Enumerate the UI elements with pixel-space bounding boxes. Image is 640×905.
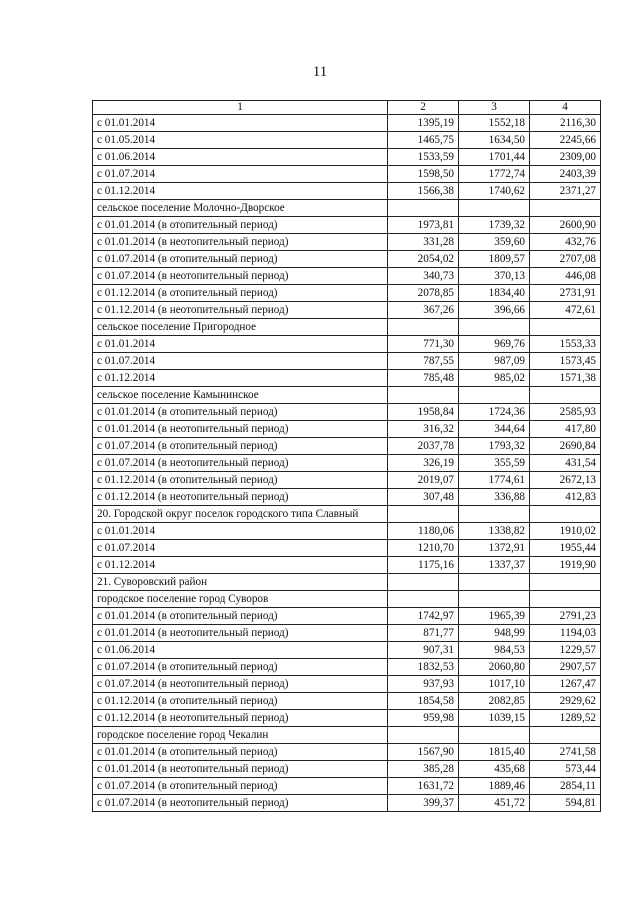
period-label: с 01.07.2014 (в неотопительный период) [93, 454, 388, 471]
tariff-value-col3 [459, 199, 530, 216]
tariff-value-col3: 2060,80 [459, 658, 530, 675]
tariff-value-col4: 2929,62 [530, 692, 601, 709]
tariff-value-col4: 472,61 [530, 301, 601, 318]
table-row [93, 658, 601, 675]
table-row [93, 437, 601, 454]
tariff-value-col4: 446,08 [530, 267, 601, 284]
tariff-value-col3 [459, 318, 530, 335]
tariff-value-col3: 1965,39 [459, 607, 530, 624]
tariff-value-col3: 1815,40 [459, 743, 530, 760]
tariff-value-col3: 336,88 [459, 488, 530, 505]
section-row [93, 590, 601, 607]
section-row [93, 505, 601, 522]
period-label: с 01.12.2014 (в отопительный период) [93, 284, 388, 301]
section-label: городское поселение город Чекалин [93, 726, 388, 743]
tariff-value-col2: 385,28 [388, 760, 459, 777]
tariff-value-col3: 948,99 [459, 624, 530, 641]
section-label: городское поселение город Суворов [93, 590, 388, 607]
tariff-value-col2: 367,26 [388, 301, 459, 318]
tariff-value-col3: 396,66 [459, 301, 530, 318]
tariff-value-col3: 1724,36 [459, 403, 530, 420]
table-row [93, 641, 601, 658]
tariff-value-col2: 1973,81 [388, 216, 459, 233]
section-row [93, 573, 601, 590]
tariff-value-col4: 2854,11 [530, 777, 601, 794]
section-row [93, 199, 601, 216]
tariff-value-col4: 417,80 [530, 420, 601, 437]
tariff-value-col3 [459, 386, 530, 403]
tariff-value-col2: 399,37 [388, 794, 459, 811]
period-label: с 01.12.2014 (в отопительный период) [93, 471, 388, 488]
tariff-value-col2: 2019,07 [388, 471, 459, 488]
table-row [93, 233, 601, 250]
period-label: с 01.01.2014 (в отопительный период) [93, 216, 388, 233]
period-label: с 01.07.2014 (в неотопительный период) [93, 675, 388, 692]
tariff-value-col4: 431,54 [530, 454, 601, 471]
section-label: сельское поселение Пригородное [93, 318, 388, 335]
tariff-value-col3: 359,60 [459, 233, 530, 250]
table-row [93, 794, 601, 811]
period-label: с 01.12.2014 (в неотопительный период) [93, 488, 388, 505]
tariff-value-col4: 412,83 [530, 488, 601, 505]
tariff-value-col2: 907,31 [388, 641, 459, 658]
tariff-value-col2: 2078,85 [388, 284, 459, 301]
tariff-value-col4 [530, 505, 601, 522]
tariff-value-col4: 2672,13 [530, 471, 601, 488]
tariff-value-col4: 1919,90 [530, 556, 601, 573]
tariff-value-col2: 1175,16 [388, 556, 459, 573]
period-label: с 01.07.2014 (в неотопительный период) [93, 267, 388, 284]
tariff-value-col2: 331,28 [388, 233, 459, 250]
tariff-value-col2: 1180,06 [388, 522, 459, 539]
tariff-value-col4 [530, 199, 601, 216]
period-label: с 01.12.2014 [93, 369, 388, 386]
table-row [93, 675, 601, 692]
section-label: сельское поселение Камынинское [93, 386, 388, 403]
tariff-value-col3: 1772,74 [459, 165, 530, 182]
period-label: с 01.12.2014 (в неотопительный период) [93, 709, 388, 726]
table-row [93, 556, 601, 573]
section-row [93, 318, 601, 335]
tariff-value-col3: 1701,44 [459, 148, 530, 165]
tariff-value-col4 [530, 726, 601, 743]
tariff-value-col3: 985,02 [459, 369, 530, 386]
tariff-value-col4 [530, 386, 601, 403]
tariff-value-col4: 2731,91 [530, 284, 601, 301]
period-label: с 01.06.2014 [93, 641, 388, 658]
tariff-value-col2: 1854,58 [388, 692, 459, 709]
tariff-value-col3: 1834,40 [459, 284, 530, 301]
period-label: с 01.12.2014 [93, 182, 388, 199]
tariff-value-col4 [530, 573, 601, 590]
tariff-value-col4: 1573,45 [530, 352, 601, 369]
table-row [93, 369, 601, 386]
section-row [93, 386, 601, 403]
period-label: с 01.07.2014 [93, 539, 388, 556]
tariff-value-col2: 326,19 [388, 454, 459, 471]
tariff-value-col4: 2690,84 [530, 437, 601, 454]
table-row [93, 216, 601, 233]
tariff-value-col4: 1571,38 [530, 369, 601, 386]
section-label: сельское поселение Молочно-Дворское [93, 199, 388, 216]
table-row [93, 114, 601, 131]
tariff-value-col3: 1809,57 [459, 250, 530, 267]
table-row [93, 624, 601, 641]
tariff-value-col3: 2082,85 [459, 692, 530, 709]
tariff-value-col3: 1372,91 [459, 539, 530, 556]
tariff-value-col4: 2371,27 [530, 182, 601, 199]
tariff-value-col4 [530, 318, 601, 335]
tariff-value-col2 [388, 318, 459, 335]
tariff-value-col2: 1832,53 [388, 658, 459, 675]
tariff-value-col3: 344,64 [459, 420, 530, 437]
tariff-value-col3: 1634,50 [459, 131, 530, 148]
table-row [93, 250, 601, 267]
tariff-value-col3: 1552,18 [459, 114, 530, 131]
tariff-value-col3: 355,59 [459, 454, 530, 471]
period-label: с 01.07.2014 (в отопительный период) [93, 777, 388, 794]
table-row [93, 131, 601, 148]
column-header: 4 [530, 101, 601, 115]
tariff-value-col3: 1039,15 [459, 709, 530, 726]
tariff-value-col2: 1567,90 [388, 743, 459, 760]
section-label: 21. Суворовский район [93, 573, 388, 590]
tariff-value-col2 [388, 386, 459, 403]
tariff-value-col4: 2309,00 [530, 148, 601, 165]
table-row [93, 267, 601, 284]
table-row [93, 301, 601, 318]
table-row [93, 403, 601, 420]
tariff-value-col3 [459, 590, 530, 607]
table-row [93, 539, 601, 556]
table-row [93, 182, 601, 199]
tariff-value-col2 [388, 590, 459, 607]
tariff-value-col2: 1533,59 [388, 148, 459, 165]
tariff-value-col2: 2054,02 [388, 250, 459, 267]
section-row [93, 726, 601, 743]
table-row [93, 760, 601, 777]
tariff-value-col2: 1598,50 [388, 165, 459, 182]
table-row [93, 420, 601, 437]
period-label: с 01.07.2014 [93, 352, 388, 369]
tariff-value-col4: 1194,03 [530, 624, 601, 641]
tariff-value-col2: 1958,84 [388, 403, 459, 420]
tariff-value-col2: 937,93 [388, 675, 459, 692]
period-label: с 01.01.2014 (в неотопительный период) [93, 760, 388, 777]
tariff-value-col3: 435,68 [459, 760, 530, 777]
tariff-value-col3: 969,76 [459, 335, 530, 352]
tariff-value-col3: 1774,61 [459, 471, 530, 488]
tariff-value-col4: 2707,08 [530, 250, 601, 267]
table-row [93, 607, 601, 624]
table-body [93, 114, 601, 811]
tariff-value-col4: 1289,52 [530, 709, 601, 726]
tariff-value-col2: 1210,70 [388, 539, 459, 556]
column-header: 3 [459, 101, 530, 115]
tariff-value-col3: 1337,37 [459, 556, 530, 573]
tariff-value-col2: 1631,72 [388, 777, 459, 794]
column-header: 2 [388, 101, 459, 115]
table-row [93, 284, 601, 301]
table-row [93, 352, 601, 369]
tariff-value-col2: 785,48 [388, 369, 459, 386]
tariff-value-col2: 787,55 [388, 352, 459, 369]
period-label: с 01.01.2014 [93, 335, 388, 352]
tariff-value-col4: 573,44 [530, 760, 601, 777]
tariff-value-col2: 2037,78 [388, 437, 459, 454]
period-label: с 01.01.2014 (в отопительный период) [93, 403, 388, 420]
tariff-value-col2: 871,77 [388, 624, 459, 641]
tariff-value-col4: 2741,58 [530, 743, 601, 760]
table-row [93, 709, 601, 726]
tariff-value-col4: 1267,47 [530, 675, 601, 692]
column-header: 1 [93, 101, 388, 115]
tariff-value-col4: 2245,66 [530, 131, 601, 148]
tariff-value-col3: 1793,32 [459, 437, 530, 454]
tariff-value-col3 [459, 505, 530, 522]
tariff-value-col2 [388, 505, 459, 522]
period-label: с 01.01.2014 (в отопительный период) [93, 743, 388, 760]
page-number: 11 [312, 64, 328, 80]
tariff-value-col2 [388, 573, 459, 590]
tariff-value-col3: 984,53 [459, 641, 530, 658]
tariff-value-col3: 1739,32 [459, 216, 530, 233]
tariff-value-col4: 594,81 [530, 794, 601, 811]
tariff-value-col3: 1740,62 [459, 182, 530, 199]
tariff-value-col4: 2403,39 [530, 165, 601, 182]
tariff-value-col3: 451,72 [459, 794, 530, 811]
tariff-value-col2 [388, 199, 459, 216]
period-label: с 01.07.2014 (в отопительный период) [93, 658, 388, 675]
table-row [93, 148, 601, 165]
period-label: с 01.07.2014 [93, 165, 388, 182]
tariff-table [92, 100, 601, 812]
table-header-row [93, 101, 601, 115]
period-label: с 01.01.2014 (в неотопительный период) [93, 420, 388, 437]
period-label: с 01.12.2014 [93, 556, 388, 573]
tariff-value-col4: 2585,93 [530, 403, 601, 420]
tariff-value-col4: 2116,30 [530, 114, 601, 131]
tariff-value-col3 [459, 573, 530, 590]
tariff-value-col4 [530, 590, 601, 607]
tariff-value-col4: 2791,23 [530, 607, 601, 624]
table-row [93, 165, 601, 182]
tariff-value-col4: 2907,57 [530, 658, 601, 675]
section-label: 20. Городской округ поселок городского типа Славный [93, 505, 388, 522]
tariff-value-col4: 2600,90 [530, 216, 601, 233]
tariff-value-col2: 307,48 [388, 488, 459, 505]
tariff-value-col2: 1395,19 [388, 114, 459, 131]
tariff-value-col3: 987,09 [459, 352, 530, 369]
table-row [93, 335, 601, 352]
period-label: с 01.01.2014 (в неотопительный период) [93, 233, 388, 250]
period-label: с 01.12.2014 (в неотопительный период) [93, 301, 388, 318]
period-label: с 01.05.2014 [93, 131, 388, 148]
tariff-value-col3: 370,13 [459, 267, 530, 284]
tariff-value-col4: 1910,02 [530, 522, 601, 539]
tariff-value-col3: 1338,82 [459, 522, 530, 539]
table-row [93, 777, 601, 794]
period-label: с 01.01.2014 (в отопительный период) [93, 607, 388, 624]
tariff-value-col2: 771,30 [388, 335, 459, 352]
period-label: с 01.01.2014 (в неотопительный период) [93, 624, 388, 641]
table-row [93, 471, 601, 488]
tariff-value-col2: 1566,38 [388, 182, 459, 199]
period-label: с 01.07.2014 (в отопительный период) [93, 250, 388, 267]
tariff-value-col3 [459, 726, 530, 743]
tariff-value-col2: 959,98 [388, 709, 459, 726]
table-row [93, 692, 601, 709]
period-label: с 01.12.2014 (в отопительный период) [93, 692, 388, 709]
period-label: с 01.06.2014 [93, 148, 388, 165]
period-label: с 01.01.2014 [93, 114, 388, 131]
tariff-value-col2 [388, 726, 459, 743]
tariff-value-col4: 432,76 [530, 233, 601, 250]
table-row [93, 743, 601, 760]
tariff-value-col4: 1955,44 [530, 539, 601, 556]
tariff-value-col2: 1742,97 [388, 607, 459, 624]
period-label: с 01.01.2014 [93, 522, 388, 539]
tariff-value-col4: 1553,33 [530, 335, 601, 352]
tariff-value-col2: 340,73 [388, 267, 459, 284]
table-row [93, 522, 601, 539]
tariff-value-col3: 1017,10 [459, 675, 530, 692]
period-label: с 01.07.2014 (в неотопительный период) [93, 794, 388, 811]
table-row [93, 454, 601, 471]
table-row [93, 488, 601, 505]
tariff-value-col2: 316,32 [388, 420, 459, 437]
tariff-value-col3: 1889,46 [459, 777, 530, 794]
tariff-value-col2: 1465,75 [388, 131, 459, 148]
period-label: с 01.07.2014 (в отопительный период) [93, 437, 388, 454]
tariff-value-col4: 1229,57 [530, 641, 601, 658]
